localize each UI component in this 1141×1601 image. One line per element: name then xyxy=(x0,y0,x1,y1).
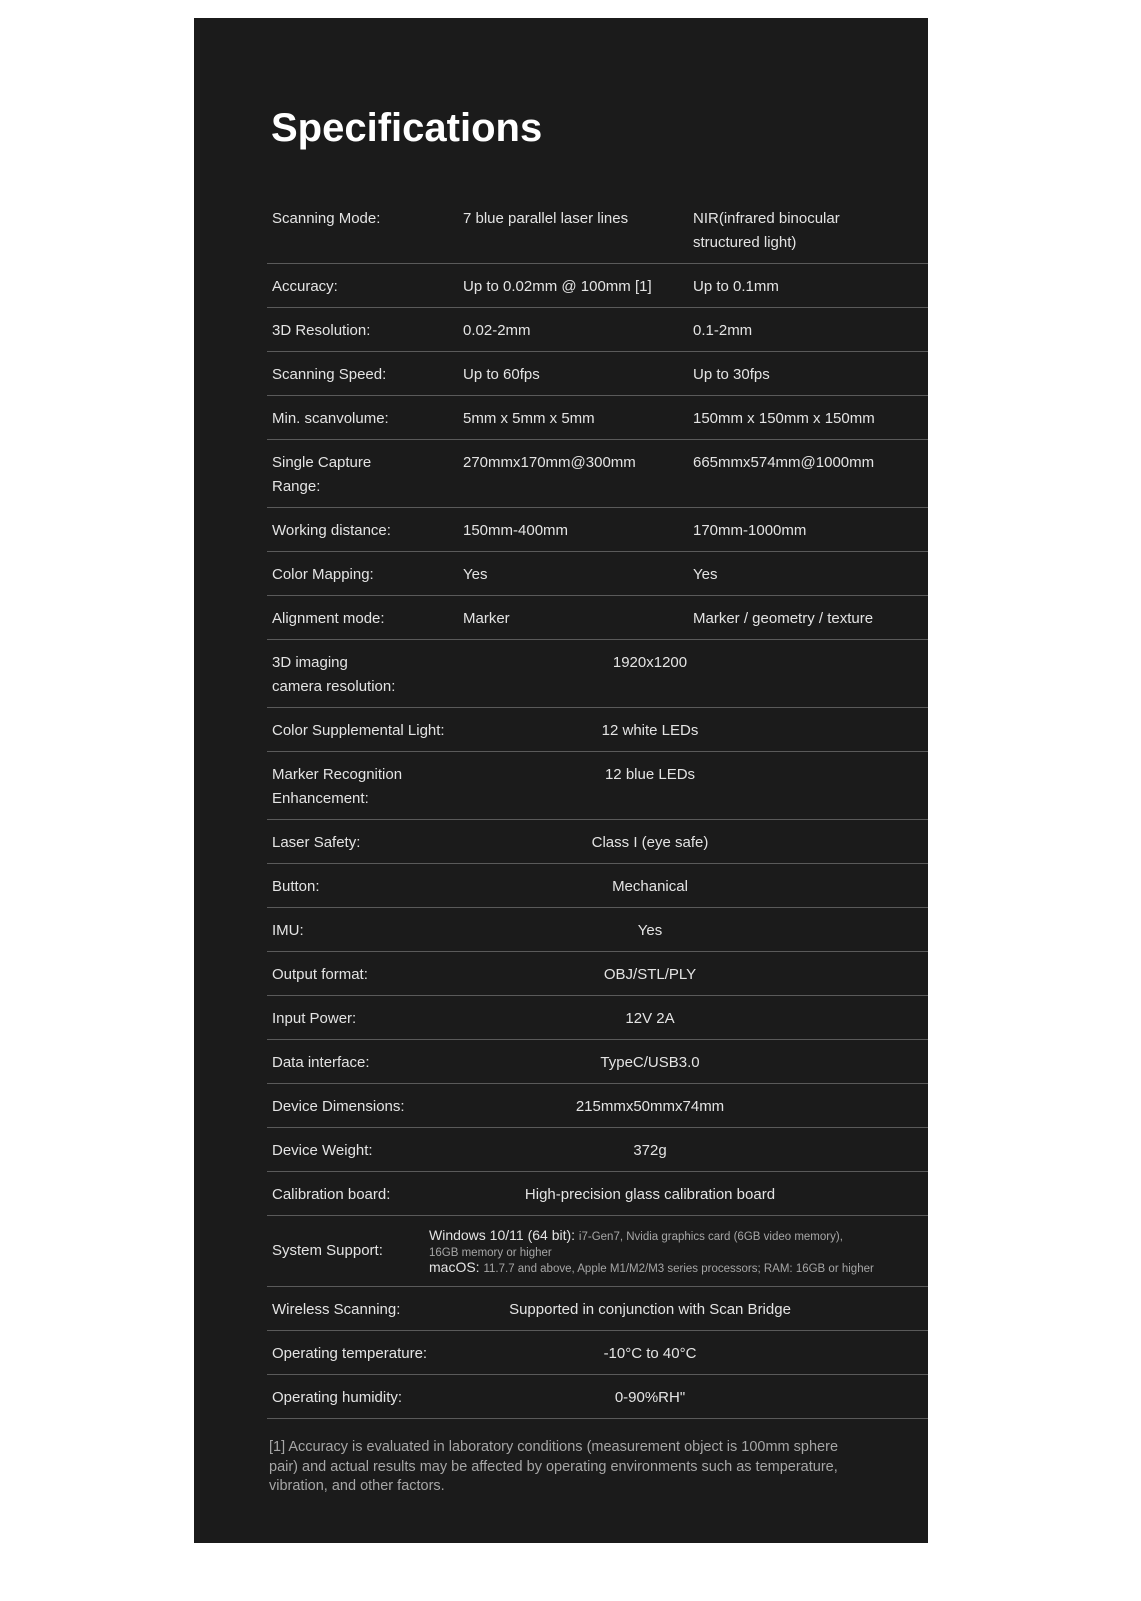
system-support-item xyxy=(429,1259,928,1275)
spec-row xyxy=(267,508,928,552)
spec-value: TypeC/USB3.0 xyxy=(600,1054,700,1071)
spec-label: Output format: xyxy=(272,966,368,983)
spec-value: Up to 60fps xyxy=(463,366,540,383)
system-name: macOS: xyxy=(429,1259,480,1275)
spec-value: 1920x1200 xyxy=(612,654,688,671)
spec-row xyxy=(267,552,928,596)
spec-value: Up to 0.02mm @ 100mm [1] xyxy=(463,278,652,295)
spec-value: 12 white LEDs xyxy=(601,722,699,739)
spec-value: OBJ/STL/PLY xyxy=(603,966,697,983)
system-support-item xyxy=(429,1227,928,1259)
spec-panel xyxy=(194,18,928,1543)
spec-row xyxy=(267,708,928,752)
spec-label: Single Capture Range: xyxy=(272,454,372,495)
spec-label: Input Power: xyxy=(272,1010,357,1027)
spec-label: IMU: xyxy=(272,922,304,939)
spec-row xyxy=(267,308,928,352)
spec-row xyxy=(267,1287,928,1331)
spec-value: 0.1-2mm xyxy=(693,322,753,339)
spec-row xyxy=(267,196,928,264)
spec-label: 3D Resolution: xyxy=(272,322,371,339)
spec-row xyxy=(267,908,928,952)
spec-value: Supported in conjunction with Scan Bridge xyxy=(509,1301,791,1318)
spec-row xyxy=(267,1040,928,1084)
spec-value: 7 blue parallel laser lines xyxy=(463,210,629,227)
spec-label: Data interface: xyxy=(272,1054,370,1071)
spec-row xyxy=(267,752,928,820)
spec-value: Class I (eye safe) xyxy=(591,834,709,851)
spec-value: 170mm-1000mm xyxy=(693,522,807,539)
spec-label: Alignment mode: xyxy=(272,610,385,627)
spec-row xyxy=(267,1084,928,1128)
spec-row xyxy=(267,396,928,440)
spec-row xyxy=(267,1375,928,1419)
spec-label: Working distance: xyxy=(272,522,391,539)
spec-label: Min. scanvolume: xyxy=(272,410,389,427)
spec-value: 0-90%RH" xyxy=(614,1389,686,1406)
spec-label: Laser Safety: xyxy=(272,834,361,851)
system-name: Windows 10/11 (64 bit): xyxy=(429,1227,576,1243)
spec-label: Operating temperature: xyxy=(272,1345,428,1362)
spec-value: 270mmx170mm@300mm xyxy=(463,454,636,471)
spec-value: -10°C to 40°C xyxy=(603,1345,697,1362)
spec-value: 215mmx50mmx74mm xyxy=(575,1098,725,1115)
spec-label: Color Mapping: xyxy=(272,566,374,583)
spec-value: 150mm-400mm xyxy=(463,522,569,539)
spec-value: 665mmx574mm@1000mm xyxy=(693,454,875,471)
spec-row xyxy=(267,1172,928,1216)
spec-row xyxy=(267,820,928,864)
spec-value: Marker xyxy=(463,610,510,627)
spec-value: Yes xyxy=(637,922,663,939)
spec-row xyxy=(267,1216,928,1287)
spec-label: Wireless Scanning: xyxy=(272,1301,401,1318)
spec-label: Scanning Mode: xyxy=(272,210,381,227)
spec-value: Yes xyxy=(693,566,718,583)
spec-row xyxy=(267,596,928,640)
spec-value: 150mm x 150mm x 150mm xyxy=(693,410,875,427)
spec-value: 372g xyxy=(633,1142,667,1159)
system-support-list xyxy=(429,1227,928,1275)
page-title: Specifications xyxy=(271,106,543,150)
spec-label: 3D imaging camera resolution: xyxy=(272,654,396,695)
spec-label: Operating humidity: xyxy=(272,1389,403,1406)
spec-value: Marker / geometry / texture xyxy=(693,610,874,627)
spec-value: 5mm x 5mm x 5mm xyxy=(463,410,595,427)
spec-label: Scanning Speed: xyxy=(272,366,387,383)
spec-value: 12V 2A xyxy=(625,1010,675,1027)
spec-label: Calibration board: xyxy=(272,1186,391,1203)
spec-label: Marker Recognition Enhancement: xyxy=(272,766,403,807)
footnote: [1] Accuracy is evaluated in laboratory conditions (measurement object is 100mm sphere pair) and actual results may be affected by operating environments such as temperature, vibration, and other factors. xyxy=(269,1439,839,1494)
spec-row xyxy=(267,1128,928,1172)
spec-label: Button: xyxy=(272,878,320,895)
spec-label: Accuracy: xyxy=(272,278,338,295)
spec-row xyxy=(267,352,928,396)
spec-value: 12 blue LEDs xyxy=(604,766,696,783)
spec-label: System Support: xyxy=(272,1242,383,1259)
spec-label: Color Supplemental Light: xyxy=(272,722,445,739)
spec-value: Up to 30fps xyxy=(693,366,770,383)
spec-row xyxy=(267,440,928,508)
spec-row xyxy=(267,864,928,908)
spec-value: Mechanical xyxy=(612,878,688,895)
spec-row xyxy=(267,1331,928,1375)
spec-value: Up to 0.1mm xyxy=(693,278,779,295)
spec-value: 0.02-2mm xyxy=(463,322,531,339)
spec-table xyxy=(267,196,928,1419)
system-detail: i7-Gen7, Nvidia graphics card (6GB video memory), 16GB memory or higher xyxy=(429,1231,843,1259)
spec-row xyxy=(267,640,928,708)
spec-row xyxy=(267,996,928,1040)
spec-row xyxy=(267,952,928,996)
spec-value: NIR(infrared binocular structured light) xyxy=(693,210,840,251)
spec-value: Yes xyxy=(463,566,488,583)
system-detail: 11.7.7 and above, Apple M1/M2/M3 series processors; RAM: 16GB or higher xyxy=(483,1263,874,1275)
spec-row xyxy=(267,264,928,308)
spec-label: Device Dimensions: xyxy=(272,1098,405,1115)
spec-value: High-precision glass calibration board xyxy=(524,1186,776,1203)
spec-label: Device Weight: xyxy=(272,1142,373,1159)
